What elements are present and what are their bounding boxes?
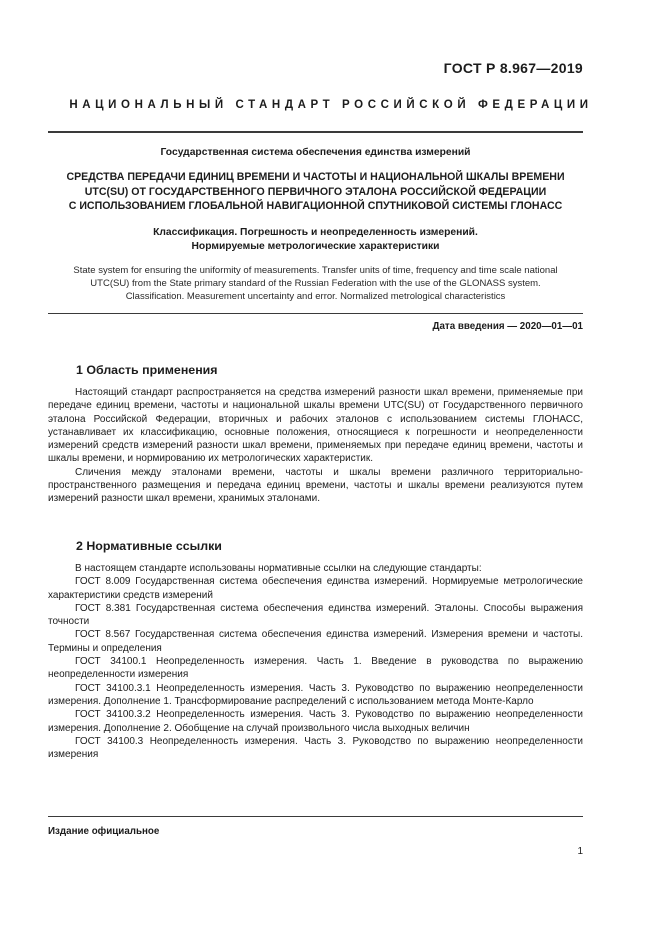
reference-item: ГОСТ 8.009 Государственная система обеспечения единства измерений. Нормируемые метрологические характеристики средств измерений — [48, 576, 583, 601]
paragraph: Сличения между эталонами времени, частоты и шкалы времени различного территориально-пространственного размещения и передача единиц времени, частоты и шкалы времени реализуются путем измерений разности шкал времени, хранимых эталонами. — [48, 466, 583, 505]
section-1-heading: 1 Область применения — [76, 363, 218, 377]
gost-number: ГОСТ Р 8.967—2019 — [443, 60, 583, 76]
page-number: 1 — [577, 846, 583, 857]
main-title-line: СРЕДСТВА ПЕРЕДАЧИ ЕДИНИЦ ВРЕМЕНИ И ЧАСТОТЫ И НАЦИОНАЛЬНОЙ ШКАЛЫ ВРЕМЕНИ — [66, 171, 565, 183]
main-title-line: UTC(SU) ОТ ГОСУДАРСТВЕННОГО ПЕРВИЧНОГО ЭТАЛОНА РОССИЙСКОЙ ФЕДЕРАЦИИ — [84, 185, 547, 198]
title-divider-top — [48, 131, 583, 133]
english-title-line: Classification. Measurement uncertainty and error. Normalized metrological characteristics — [125, 291, 506, 303]
reference-item: ГОСТ 8.381 Государственная система обеспечения единства измерений. Эталоны. Способы выражения точности — [48, 602, 583, 628]
main-title — [48, 170, 583, 214]
system-line: Государственная система обеспечения единства измерений — [160, 147, 471, 158]
footer-divider — [48, 816, 583, 817]
reference-item: ГОСТ 34100.1 Неопределенность измерения. Часть 1. Введение в руководства по выражению неопределенности измерения — [48, 656, 583, 681]
reference-item: ГОСТ 34100.3.2 Неопределенность измерения. Часть 3. Руководство по выражению неопределенности измерения. Дополнение 2. Обобщение на случай произвольного числа выходных величин — [48, 709, 583, 734]
paragraph: В настоящем стандарте использованы нормативные ссылки на следующие стандарты: — [75, 563, 482, 574]
edition-label: Издание официальное — [48, 826, 160, 837]
subtitle-line: Нормируемые метрологические характеристики — [191, 240, 440, 252]
subtitle — [48, 226, 583, 253]
reference-item: ГОСТ 34100.3 Неопределенность измерения. Часть 3. Руководство по выражению неопределенности измерения — [48, 735, 583, 761]
standard-title: НАЦИОНАЛЬНЫЙ СТАНДАРТ РОССИЙСКОЙ ФЕДЕРАЦИИ — [69, 99, 593, 111]
reference-item: ГОСТ 34100.3.1 Неопределенность измерения. Часть 3. Руководство по выражению неопределенности измерения. Дополнение 1. Трансформирование распределений с использованием метода Монте-Карло — [48, 682, 583, 707]
title-divider-bottom — [48, 313, 583, 314]
section-2-body — [48, 562, 583, 761]
english-title-line: State system for ensuring the uniformity of measurements. Transfer units of time, frequency and time scale national — [73, 265, 558, 276]
section-2-heading: 2 Нормативные ссылки — [76, 539, 222, 553]
introduction-date: Дата введения — 2020—01—01 — [432, 321, 583, 332]
reference-item: ГОСТ 8.567 Государственная система обеспечения единства измерений. Измерения времени и частоты. Термины и определения — [48, 629, 583, 654]
subtitle-line: Классификация. Погрешность и неопределенность измерений. — [153, 227, 478, 238]
english-title — [48, 264, 583, 304]
section-1-body — [48, 386, 583, 506]
main-title-line: С ИСПОЛЬЗОВАНИЕМ ГЛОБАЛЬНОЙ НАВИГАЦИОННОЙ СПУТНИКОВОЙ СИСТЕМЫ ГЛОНАСС — [68, 200, 563, 213]
paragraph: Настоящий стандарт распространяется на средства измерений разности шкал времени, применяемые при передаче единиц времени, частоты и национальной шкалы времени UTC(SU) от Государственного первичного эталона Российской Федерации, вторичных и рабочих эталонов с использованием системы ГЛОНАСС, устанавливает их классификацию, основные положения, относящиеся к погрешности и неопределенности измерений средств измерений разности шкал времени, применяемых при передаче единиц времени, частоты и шкалы времени, и нормированию их метрологических характеристик. — [48, 387, 583, 465]
english-title-line: UTC(SU) from the State primary standard of the Russian Federation with the use of the GLONASS system. — [90, 278, 541, 290]
